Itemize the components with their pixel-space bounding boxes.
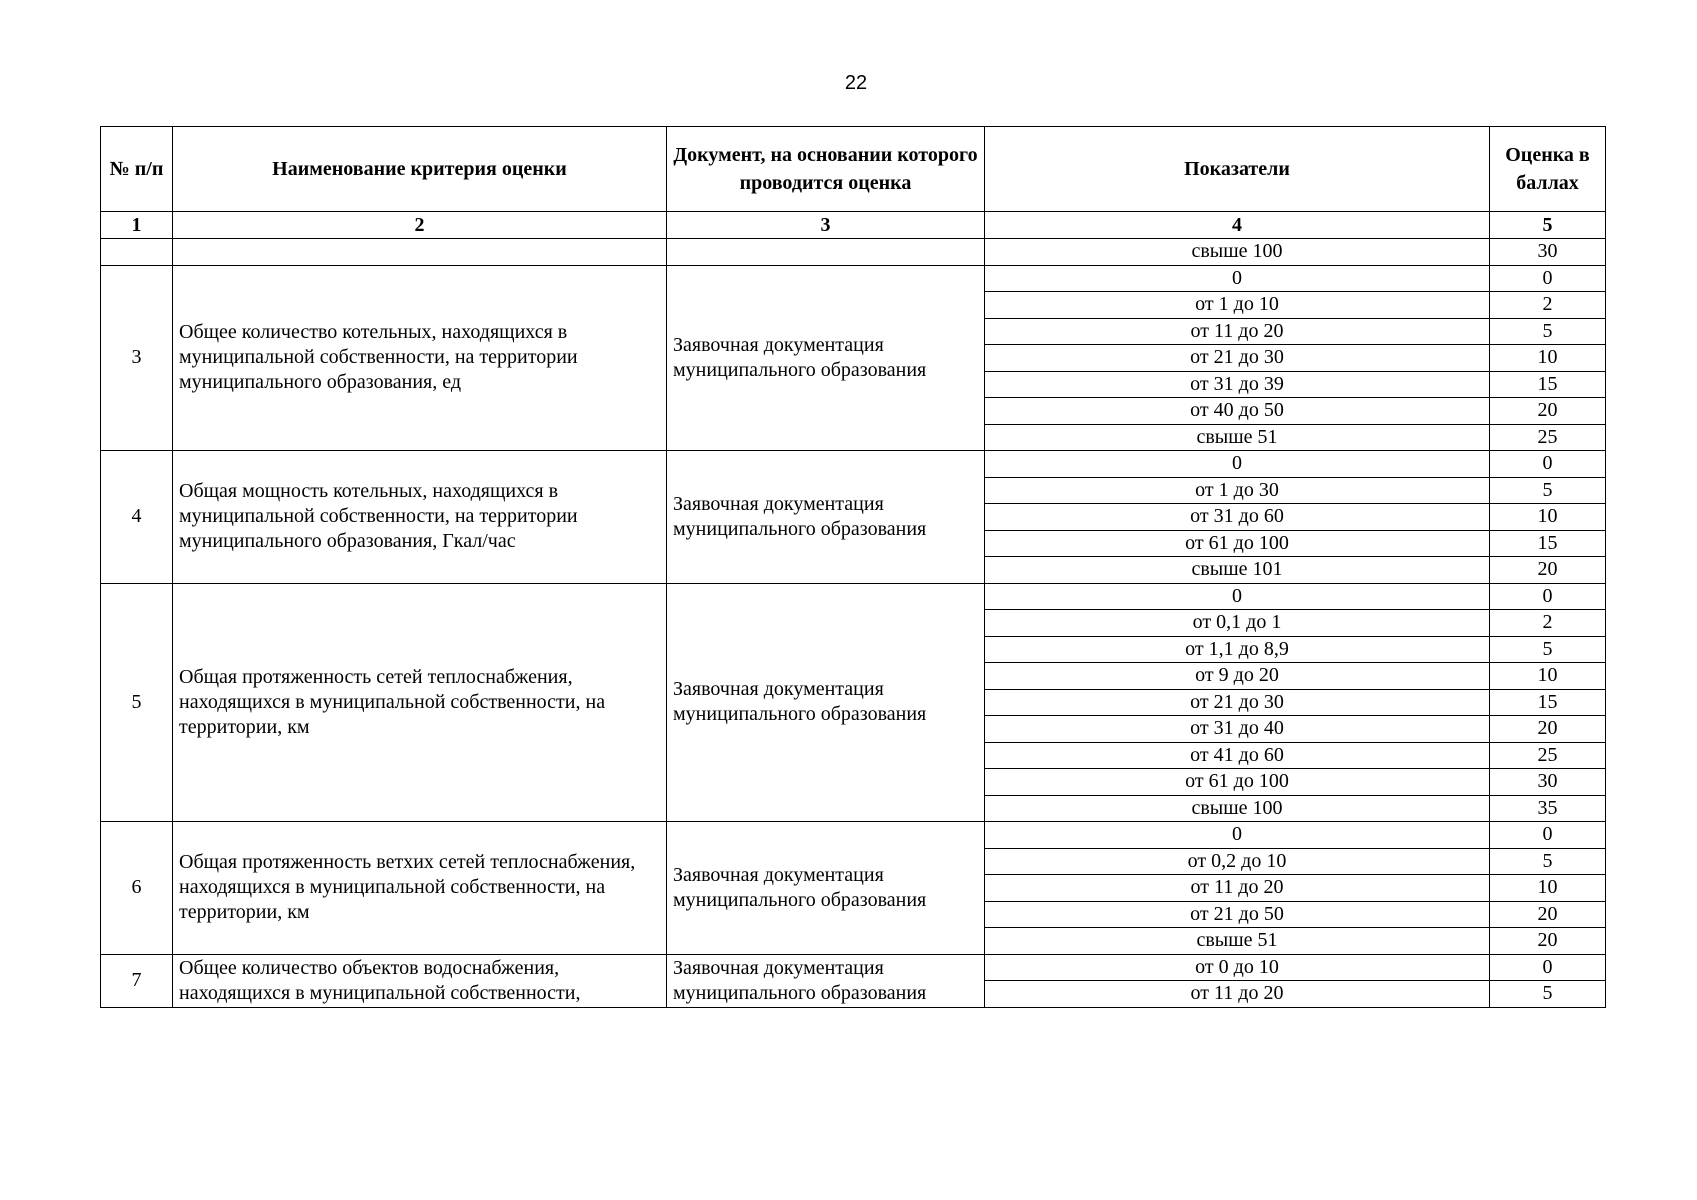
score-cell: 20 [1490, 557, 1606, 584]
row-number: 4 [101, 451, 173, 584]
score-cell: 15 [1490, 371, 1606, 398]
row-number: 5 [101, 583, 173, 822]
score-cell: 10 [1490, 345, 1606, 372]
score-cell: 5 [1490, 477, 1606, 504]
score-cell: 10 [1490, 875, 1606, 902]
score-cell: 0 [1490, 451, 1606, 478]
column-number: 3 [667, 212, 985, 239]
column-number: 2 [173, 212, 667, 239]
table-header-row [101, 127, 1606, 212]
indicator-cell: от 41 до 60 [985, 742, 1490, 769]
indicator-cell: свыше 100 [985, 795, 1490, 822]
score-cell: 20 [1490, 716, 1606, 743]
score-cell: 30 [1490, 769, 1606, 796]
indicator-cell: от 31 до 60 [985, 504, 1490, 531]
score-cell: 20 [1490, 398, 1606, 425]
indicator-cell: от 40 до 50 [985, 398, 1490, 425]
indicator-cell: свыше 51 [985, 928, 1490, 955]
row-number: 3 [101, 265, 173, 451]
indicator-cell: от 21 до 30 [985, 345, 1490, 372]
indicator-cell: от 1 до 30 [985, 477, 1490, 504]
document-name: Заявочная документация муниципального образования [667, 822, 985, 955]
criteria-table [100, 126, 1606, 1008]
indicator-cell: от 21 до 50 [985, 901, 1490, 928]
header-score: Оценка в баллах [1490, 127, 1606, 212]
indicator-cell: от 11 до 20 [985, 318, 1490, 345]
column-number-row [101, 212, 1606, 239]
table-row [101, 954, 1606, 981]
indicator-cell: от 1,1 до 8,9 [985, 636, 1490, 663]
score-cell: 25 [1490, 742, 1606, 769]
score-cell: 2 [1490, 610, 1606, 637]
row-number: 6 [101, 822, 173, 955]
table-row [101, 451, 1606, 478]
document-name: Заявочная документация муниципального образования [667, 451, 985, 584]
column-number: 4 [985, 212, 1490, 239]
indicator-cell: свыше 101 [985, 557, 1490, 584]
score-cell: 15 [1490, 530, 1606, 557]
indicator-cell: от 0,1 до 1 [985, 610, 1490, 637]
page-number: 22 [844, 72, 868, 94]
column-number: 5 [1490, 212, 1606, 239]
score-cell: 10 [1490, 504, 1606, 531]
criterion-name: Общее количество объектов водоснабжения, находящихся в муниципальной собственности, [173, 954, 667, 1007]
criterion-name: Общая мощность котельных, находящихся в муниципальной собственности, на территории муниципального образования, Гкал/час [173, 451, 667, 584]
score-cell: 0 [1490, 583, 1606, 610]
indicator-cell: 0 [985, 822, 1490, 849]
indicator-cell: свыше 100 [985, 239, 1490, 266]
indicator-cell: от 61 до 100 [985, 769, 1490, 796]
header-document: Документ, на основании которого проводится оценка [667, 127, 985, 212]
score-cell: 0 [1490, 265, 1606, 292]
header-number: № п/п [101, 127, 173, 212]
criterion-name: Общая протяженность ветхих сетей теплоснабжения, находящихся в муниципальной собственности, на территории, км [173, 822, 667, 955]
column-number: 1 [101, 212, 173, 239]
score-cell: 5 [1490, 636, 1606, 663]
indicator-cell: от 0 до 10 [985, 954, 1490, 981]
score-cell: 5 [1490, 318, 1606, 345]
score-cell: 35 [1490, 795, 1606, 822]
score-cell: 30 [1490, 239, 1606, 266]
criterion-name: Общее количество котельных, находящихся в муниципальной собственности, на территории муниципального образования, ед [173, 265, 667, 451]
indicator-cell: от 11 до 20 [985, 981, 1490, 1008]
continuation-row [101, 239, 1606, 266]
score-cell: 20 [1490, 928, 1606, 955]
score-cell: 2 [1490, 292, 1606, 319]
indicator-cell: свыше 51 [985, 424, 1490, 451]
document-name [667, 239, 985, 266]
score-cell: 5 [1490, 981, 1606, 1008]
header-criterion: Наименование критерия оценки [173, 127, 667, 212]
indicator-cell: от 21 до 30 [985, 689, 1490, 716]
score-cell: 10 [1490, 663, 1606, 690]
score-cell: 0 [1490, 822, 1606, 849]
indicator-cell: 0 [985, 265, 1490, 292]
indicator-cell: от 61 до 100 [985, 530, 1490, 557]
indicator-cell: от 1 до 10 [985, 292, 1490, 319]
indicator-cell: от 9 до 20 [985, 663, 1490, 690]
document-name: Заявочная документация муниципального образования [667, 954, 985, 1007]
table-row [101, 265, 1606, 292]
document-name: Заявочная документация муниципального образования [667, 265, 985, 451]
indicator-cell: от 31 до 39 [985, 371, 1490, 398]
indicator-cell: от 31 до 40 [985, 716, 1490, 743]
criterion-name [173, 239, 667, 266]
score-cell: 0 [1490, 954, 1606, 981]
score-cell: 25 [1490, 424, 1606, 451]
indicator-cell: от 11 до 20 [985, 875, 1490, 902]
indicator-cell: 0 [985, 583, 1490, 610]
score-cell: 15 [1490, 689, 1606, 716]
document-name: Заявочная документация муниципального образования [667, 583, 985, 822]
score-cell: 5 [1490, 848, 1606, 875]
indicator-cell: 0 [985, 451, 1490, 478]
header-indicators: Показатели [985, 127, 1490, 212]
row-number [101, 239, 173, 266]
indicator-cell: от 0,2 до 10 [985, 848, 1490, 875]
row-number: 7 [101, 954, 173, 1007]
criterion-name: Общая протяженность сетей теплоснабжения, находящихся в муниципальной собственности, на территории, км [173, 583, 667, 822]
table-row [101, 583, 1606, 610]
table-row [101, 822, 1606, 849]
score-cell: 20 [1490, 901, 1606, 928]
